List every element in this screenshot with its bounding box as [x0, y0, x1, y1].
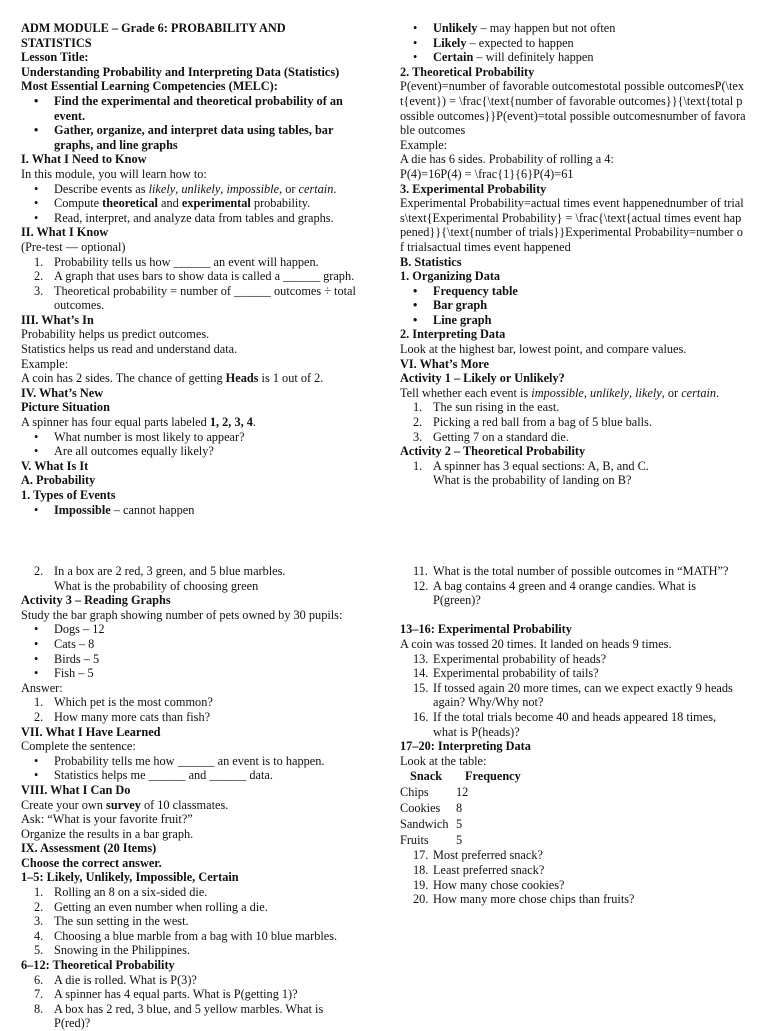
- text-line: Look at the table:: [400, 753, 487, 768]
- text-line: Create your own survey of 10 classmates.: [21, 797, 229, 812]
- activity-heading: Activity 1 – Likely or Unlikely?: [400, 371, 565, 386]
- assessment-item: 5. Snowing in the Philippines.: [54, 943, 365, 958]
- assessment-item: 1. Rolling an 8 on a six-sided die.: [54, 885, 365, 900]
- objective-item: • Read, interpret, and analyze data from tables and graphs.: [54, 211, 361, 226]
- pets-list: [21, 622, 365, 680]
- snack-table: [400, 768, 521, 848]
- melc-item: • Gather, organize, and interpret data using tables, bar graphs, and line graphs: [54, 123, 361, 152]
- formula-text: P(event)=number of favorable outcomestotal possible outcomesP(\text{event}) = \frac{\text{number of favorable outcomes}}{\text{total possible outcomes}}P(event)=total possible outcomesnumber of favorable outcomes: [400, 79, 746, 138]
- activity-item: 1. A spinner has 3 equal sections: A, B, and C. What is the probability of landing on B?: [433, 459, 746, 488]
- pretest-item: 2. A graph that uses bars to show data is called a ______ graph.: [54, 269, 361, 284]
- event-type-item: • Certain – will definitely happen: [433, 50, 746, 65]
- activity-heading: Activity 3 – Reading Graphs: [21, 593, 171, 608]
- table-cell: 5: [456, 817, 463, 832]
- question-item: • Are all outcomes equally likely?: [54, 444, 361, 459]
- assessment-item: 8. A box has 2 red, 3 blue, and 5 yellow marbles. What is P(red)?: [54, 1002, 365, 1031]
- text-line: Organize the results in a bar graph.: [21, 826, 194, 841]
- activity1-list: [400, 400, 746, 444]
- section-subtitle: (Pre-test — optional): [21, 239, 126, 254]
- table-row: [400, 800, 521, 816]
- organizing-list: [400, 284, 746, 328]
- section-subtitle: Choose the correct answer.: [21, 855, 162, 870]
- table-header: Frequency: [465, 769, 521, 784]
- subsection-heading: 1. Types of Events: [21, 488, 116, 502]
- assessment-item: 3. The sun setting in the west.: [54, 914, 365, 929]
- assessment-item: 4. Choosing a blue marble from a bag with 10 blue marbles.: [54, 929, 365, 944]
- lesson-title-label: Lesson Title:: [21, 50, 89, 65]
- table-cell: Chips: [400, 785, 429, 800]
- pretest-item: 1. Probability tells us how ______ an event will happen.: [54, 255, 361, 270]
- question-item: 1. Which pet is the most common?: [54, 695, 365, 710]
- event-type-item: • Impossible – cannot happen: [54, 503, 361, 518]
- section-intro: In this module, you will learn how to:: [21, 166, 207, 181]
- organizing-item: • Line graph: [433, 313, 746, 328]
- subsection-heading: 13–16: Experimental Probability: [400, 622, 572, 637]
- table-cell: 12: [456, 785, 469, 800]
- table-row: [400, 816, 521, 832]
- section-subtitle: Picture Situation: [21, 400, 110, 415]
- section-heading: V. What Is It: [21, 458, 89, 473]
- subsection-heading: 2. Theoretical Probability: [400, 64, 535, 79]
- section-heading: I. What I Need to Know: [21, 152, 147, 167]
- learned-item: • Probability tells me how ______ an event is to happen.: [54, 754, 365, 769]
- module-title: ADM MODULE – Grade 6: PROBABILITY AND STATISTICS: [21, 21, 286, 50]
- melc-list: [21, 94, 361, 152]
- text-line: A coin was tossed 20 times. It landed on heads 9 times.: [400, 636, 672, 651]
- activity-item: 1. The sun rising in the east.: [433, 400, 746, 415]
- table-cell: Cookies: [400, 801, 441, 816]
- question-item: • What number is most likely to appear?: [54, 430, 361, 445]
- objectives-list: [21, 182, 361, 226]
- learned-item: • Statistics helps me ______ and ______ data.: [54, 768, 365, 783]
- event-type-item: • Likely – expected to happen: [433, 36, 746, 51]
- spacer: [400, 608, 750, 623]
- table-header-row: [400, 768, 521, 784]
- table-cell: 5: [456, 833, 463, 848]
- assessment-list-5: [400, 848, 750, 906]
- event-type-item: • Unlikely – may happen but not often: [433, 21, 746, 36]
- text-line: Complete the sentence:: [21, 739, 136, 754]
- activity-item: 2. Picking a red ball from a bag of 5 blue balls.: [433, 415, 746, 430]
- subsection-heading: A. Probability: [21, 473, 96, 488]
- assessment-item: 13. Experimental probability of heads?: [433, 652, 750, 667]
- assessment-item: 20. How many more chose chips than fruits?: [433, 892, 750, 907]
- event-types-list: [400, 21, 746, 65]
- section-heading: IV. What’s New: [21, 385, 104, 400]
- pet-item: • Dogs – 12: [54, 622, 365, 637]
- question-list: [21, 430, 361, 459]
- activity-heading: Activity 2 – Theoretical Probability: [400, 444, 586, 459]
- table-row: [400, 832, 521, 848]
- pretest-item: 3. Theoretical probability = number of ______ outcomes ÷ total outcomes.: [54, 284, 361, 313]
- subsection-heading: 1–5: Likely, Unlikely, Impossible, Certain: [21, 870, 239, 885]
- assessment-item: 19. How many chose cookies?: [433, 878, 750, 893]
- page1-right-column: [400, 21, 746, 488]
- assessment-item: 14. Experimental probability of tails?: [433, 666, 750, 681]
- table-cell: Fruits: [400, 833, 429, 848]
- organizing-item: • Frequency table: [433, 284, 746, 299]
- pet-item: • Birds – 5: [54, 652, 365, 667]
- text-line: Example:: [21, 356, 69, 371]
- assessment-item: 16. If the total trials become 40 and heads appeared 18 times, what is P(heads)?: [433, 710, 750, 739]
- melc-item: • Find the experimental and theoretical probability of an event.: [54, 94, 361, 123]
- assessment-item: 18. Least preferred snack?: [433, 863, 750, 878]
- subsection-heading: B. Statistics: [400, 254, 462, 269]
- event-types-list: [21, 503, 361, 518]
- text-line: Tell whether each event is impossible, unlikely, likely, or certain.: [400, 385, 720, 400]
- learned-list: [21, 754, 365, 783]
- subsection-heading: 1. Organizing Data: [400, 269, 501, 284]
- table-cell: 8: [456, 801, 463, 816]
- pet-item: • Fish – 5: [54, 666, 365, 681]
- formula-text: Experimental Probability=actual times event happenednumber of trials\text{Experimental Probability} = \frac{\text{actual times event happened}}{\text{number of trials}}Experimental Probability=number of trialsactual times event happened: [400, 196, 744, 254]
- table-header: Snack: [410, 769, 443, 784]
- assessment-list-2: [21, 973, 365, 1031]
- subsection-heading: 17–20: Interpreting Data: [400, 739, 531, 754]
- activity2-list: [400, 459, 746, 488]
- pretest-list: [21, 255, 361, 313]
- section-heading: VI. What’s More: [400, 356, 489, 371]
- activity-item: 2. In a box are 2 red, 3 green, and 5 blue marbles. What is the probability of choosing green: [54, 564, 365, 593]
- lesson-title: Understanding Probability and Interpreting Data (Statistics): [21, 64, 340, 79]
- assessment-item: 11. What is the total number of possible outcomes in “MATH”?: [433, 564, 750, 579]
- section-heading: II. What I Know: [21, 225, 109, 240]
- activity3-questions: [21, 695, 365, 724]
- subsection-heading: 6–12: Theoretical Probability: [21, 958, 175, 973]
- assessment-list-3: [400, 564, 750, 608]
- text-line: A coin has 2 sides. The chance of getting Heads is 1 out of 2.: [21, 371, 324, 386]
- text-line: Study the bar graph showing number of pets owned by 30 pupils:: [21, 607, 343, 622]
- page1-left-column: [21, 21, 361, 517]
- assessment-item: 17. Most preferred snack?: [433, 848, 750, 863]
- objective-item: • Compute theoretical and experimental probability.: [54, 196, 361, 211]
- text-line: Ask: “What is your favorite fruit?”: [21, 812, 193, 827]
- section-heading: III. What’s In: [21, 312, 94, 327]
- page2-right-column: [400, 564, 750, 907]
- assessment-item: 6. A die is rolled. What is P(3)?: [54, 973, 365, 988]
- subsection-heading: 2. Interpreting Data: [400, 327, 506, 342]
- text-line: Probability helps us predict outcomes.: [21, 327, 210, 342]
- section-heading: IX. Assessment (20 Items): [21, 841, 157, 856]
- text-line: A die has 6 sides. Probability of rolling a 4:: [400, 152, 614, 167]
- text-line: Look at the highest bar, lowest point, and compare values.: [400, 342, 687, 357]
- assessment-item: 2. Getting an even number when rolling a die.: [54, 900, 365, 915]
- assessment-list-1: [21, 885, 365, 958]
- formula-text: P(4)=16P(4) = \frac{1}{6}P(4)=61: [400, 166, 574, 181]
- page2-left-column: [21, 564, 365, 1031]
- question-item: 2. How many more cats than fish?: [54, 710, 365, 725]
- assessment-item: 12. A bag contains 4 green and 4 orange candies. What is P(green)?: [433, 579, 750, 608]
- text-line: A spinner has four equal parts labeled 1, 2, 3, 4.: [21, 415, 256, 430]
- subsection-heading: 3. Experimental Probability: [400, 181, 547, 196]
- text-line: Example:: [400, 137, 448, 152]
- section-heading: VIII. What I Can Do: [21, 782, 131, 797]
- objective-item: • Describe events as likely, unlikely, impossible, or certain.: [54, 182, 361, 197]
- table-row: [400, 784, 521, 800]
- text-line: Answer:: [21, 680, 63, 695]
- section-heading: VII. What I Have Learned: [21, 724, 161, 739]
- text-line: Statistics helps us read and understand data.: [21, 342, 238, 357]
- table-cell: Sandwich: [400, 817, 449, 832]
- assessment-list-4: [400, 652, 750, 740]
- pet-item: • Cats – 8: [54, 637, 365, 652]
- assessment-item: 15. If tossed again 20 more times, can we expect exactly 9 heads again? Why/Why not?: [433, 681, 750, 710]
- activity2-list-cont: [21, 564, 365, 593]
- melc-label: Most Essential Learning Competencies (MELC):: [21, 79, 278, 94]
- activity-item: 3. Getting 7 on a standard die.: [433, 430, 746, 445]
- organizing-item: • Bar graph: [433, 298, 746, 313]
- assessment-item: 7. A spinner has 4 equal parts. What is P(getting 1)?: [54, 987, 365, 1002]
